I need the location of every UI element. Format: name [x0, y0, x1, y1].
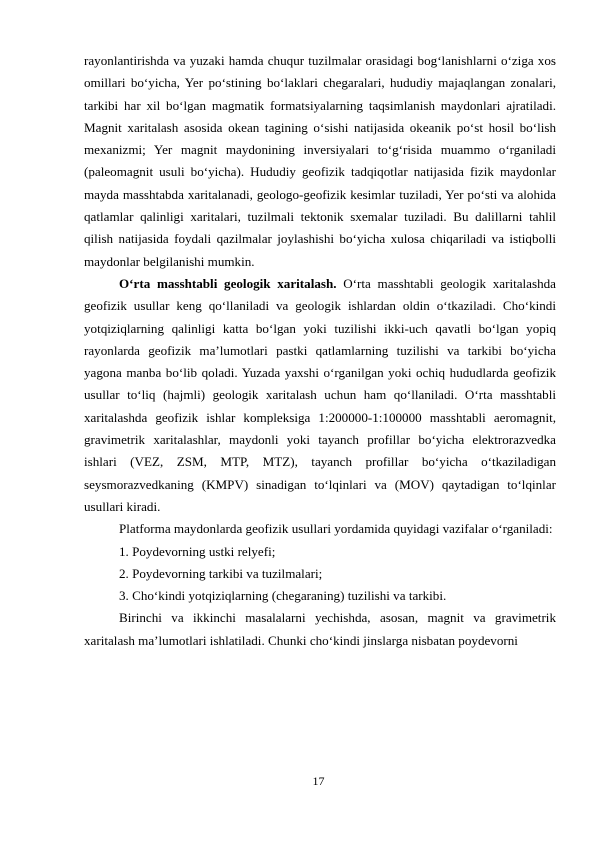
paragraph-platform-tasks: Platforma maydonlarda geofizik usullari yordamida quyidagi vazifalar o‘rganiladi: — [119, 521, 553, 537]
page-number: 17 — [312, 774, 325, 788]
paragraph-medium-scale-mapping — [84, 273, 556, 518]
list-item: 1. Poydevorning ustki relyefi; — [119, 543, 276, 559]
paragraph-regional-mapping: rayonlantirishda va yuzaki hamda chuqur tuzilmalar orasidagi bog‘lanishlarni o‘ziga xos omillari bo‘yicha, Yer po‘stining bo‘laklari chegaralari, hududiy majaqlangan zonalari, tarkibi har xil bo‘lgan magmatik formatsiyalarning taqsimlanish maydonlari ajratiladi. Magnit xaritalash asosida okean tagining o‘sishi natijasida okeanik po‘st hosil bo‘lish mexanizmi; Yer magnit maydonining inversiyalari to‘g‘risida muammo o‘rganiladi (paleomagnit usuli bo‘yicha). Hududiy geofizik tadqiqotlar natijasida fizik maydonlar mayda masshtabda xaritalanadi, geologo-geofizik kesimlar tuziladi, Yer po‘sti va alohida qatlamlar qalinligi xaritalari, tuzilmali tektonik sxemalar tuziladi. Bu dalillarni tahlil qilish natijasida foydali qazilmalar joylashishi bo‘yicha xulosa chiqariladi va istiqbolli maydonlar belgilanishi mumkin. — [84, 53, 556, 269]
section-heading: O‘rta masshtabli geologik xaritalash. — [119, 275, 337, 291]
paragraph-medium-scale-body: O‘rta masshtabli geologik xaritalashda geofizik usullar keng qo‘llaniladi va geologik ishlardan oldin o‘tkaziladi. Cho‘kindi yotqiziqlarning qalinligi katta bo‘lgan yoki tuzilishi ikki-uch qavatli bo‘lgan yopiq rayonlarda geofizik ma’lumotlari pastki qatlamlarning tuzilishi va tarkibi bo‘yicha yagona manba bo‘lib qoladi. Yuzada yaxshi o‘rganilgan yoki ochiq hududlarda geofizik usullar to‘liq (hajmli) geologik xaritalash uchun ham qo‘llaniladi. O‘rta masshtabli xaritalashda geofizik ishlar kompleksiga 1:200000-1:100000 masshtabli aeromagnit, gravimetrik xaritalashlar, maydonli yoki tayanch profillar bo‘yicha elektrorazvedka ishlari (VEZ, ZSM, MTP, MTZ), tayanch profillar bo‘yicha o‘tkaziladigan seysmorazvedkaning (KMPV) sinadigan to‘lqinlari va (MOV) qaytadigan to‘lqinlar usullari kiradi. — [84, 275, 556, 514]
list-item: 3. Cho‘kindi yotqiziqlarning (chegaraning) tuzilishi va tarkibi. — [119, 588, 447, 604]
document-page — [84, 50, 556, 652]
list-item: 2. Poydevorning tarkibi va tuzilmalari; — [119, 565, 323, 581]
paragraph-first-second-tasks: Birinchi va ikkinchi masalalarni yechishda, asosan, magnit va gravimetrik xaritalash ma’lumotlari ishlatiladi. Chunki cho‘kindi jinslarga nisbatan poydevorni — [84, 610, 556, 648]
